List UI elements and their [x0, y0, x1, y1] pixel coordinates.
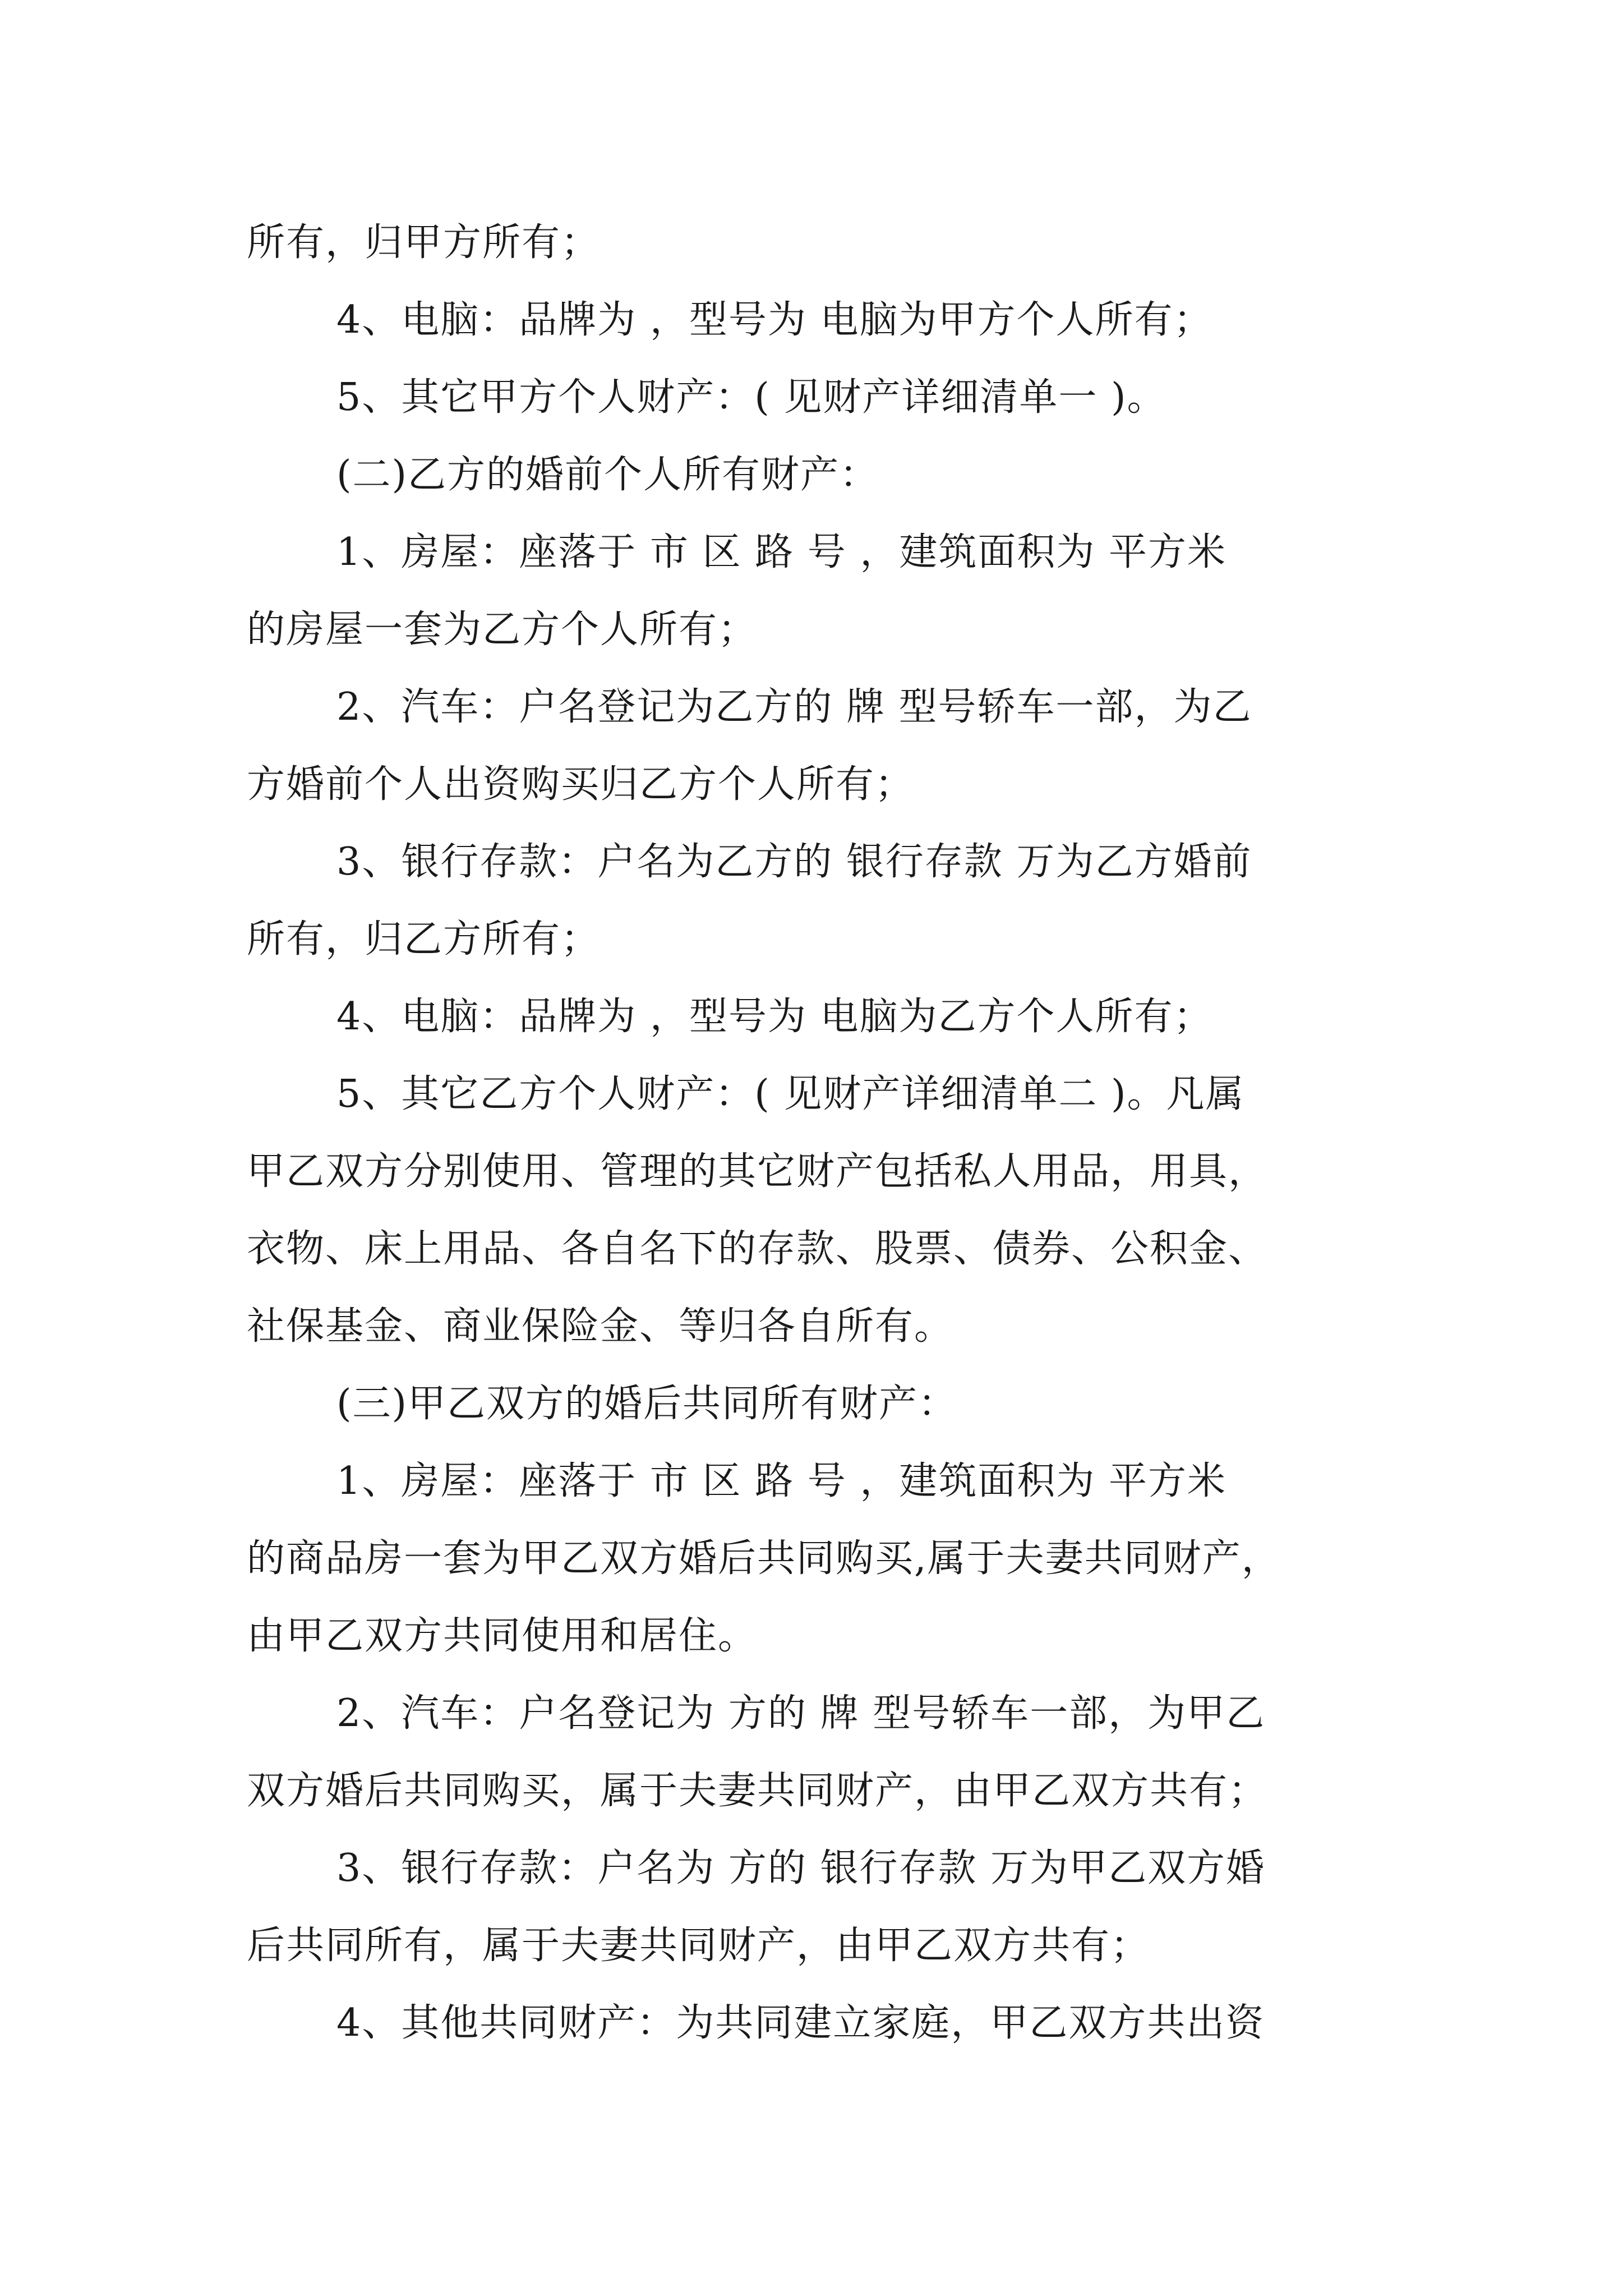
text-line: 5、其它乙方个人财产：( 见财产详细清单二 )。凡属	[336, 1072, 1245, 1116]
text-line: 1、房屋：座落于 市 区 路 号 ，建筑面积为 平方米	[336, 1459, 1227, 1503]
section-heading: (三)甲乙双方的婚后共同所有财产：	[336, 1382, 958, 1426]
section-heading: (二)乙方的婚前个人所有财产：	[336, 453, 879, 497]
text-line: 5、其它甲方个人财产：( 见财产详细清单一 )。	[336, 375, 1166, 420]
text-line: 2、汽车：户名登记为 方的 牌 型号轿车一部，为甲乙	[336, 1691, 1266, 1736]
text-line: 4、其他共同财产：为共同建立家庭，甲乙双方共出资	[336, 2001, 1265, 2045]
text-line: 4、电脑：品牌为 ，型号为 电脑为甲方个人所有；	[336, 298, 1213, 342]
text-line: 社保基金、商业保险金、等归各自所有。	[247, 1304, 954, 1349]
text-line: 的商品房一套为甲乙双方婚后共同购买,属于夫妻共同财产，	[247, 1536, 1281, 1581]
text-line: 3、银行存款：户名为 方的 银行存款 万为甲乙双方婚	[336, 1846, 1266, 1890]
text-line: 衣物、床上用品、各自名下的存款、股票、债券、公积金、	[247, 1227, 1268, 1271]
text-line: 由甲乙双方共同使用和居住。	[247, 1614, 758, 1658]
text-line: 后共同所有，属于夫妻共同财产，由甲乙双方共有；	[247, 1924, 1150, 1968]
text-line: 所有，归甲方所有；	[247, 220, 601, 265]
text-line: 1、房屋：座落于 市 区 路 号 ，建筑面积为 平方米	[336, 530, 1227, 574]
text-line: 4、电脑：品牌为 ，型号为 电脑为乙方个人所有；	[336, 995, 1213, 1039]
text-line: 方婚前个人出资购买归乙方个人所有；	[247, 762, 915, 807]
text-line: 2、汽车：户名登记为乙方的 牌 型号轿车一部，为乙	[336, 685, 1252, 729]
text-line: 甲乙双方分别使用、管理的其它财产包括私人用品，用具，	[247, 1149, 1268, 1194]
text-line: 3、银行存款：户名为乙方的 银行存款 万为乙方婚前	[336, 840, 1252, 884]
text-line: 双方婚后共同购买，属于夫妻共同财产，由甲乙双方共有；	[247, 1769, 1268, 1813]
text-line: 所有，归乙方所有；	[247, 917, 601, 961]
text-line: 的房屋一套为乙方个人所有；	[247, 608, 758, 652]
